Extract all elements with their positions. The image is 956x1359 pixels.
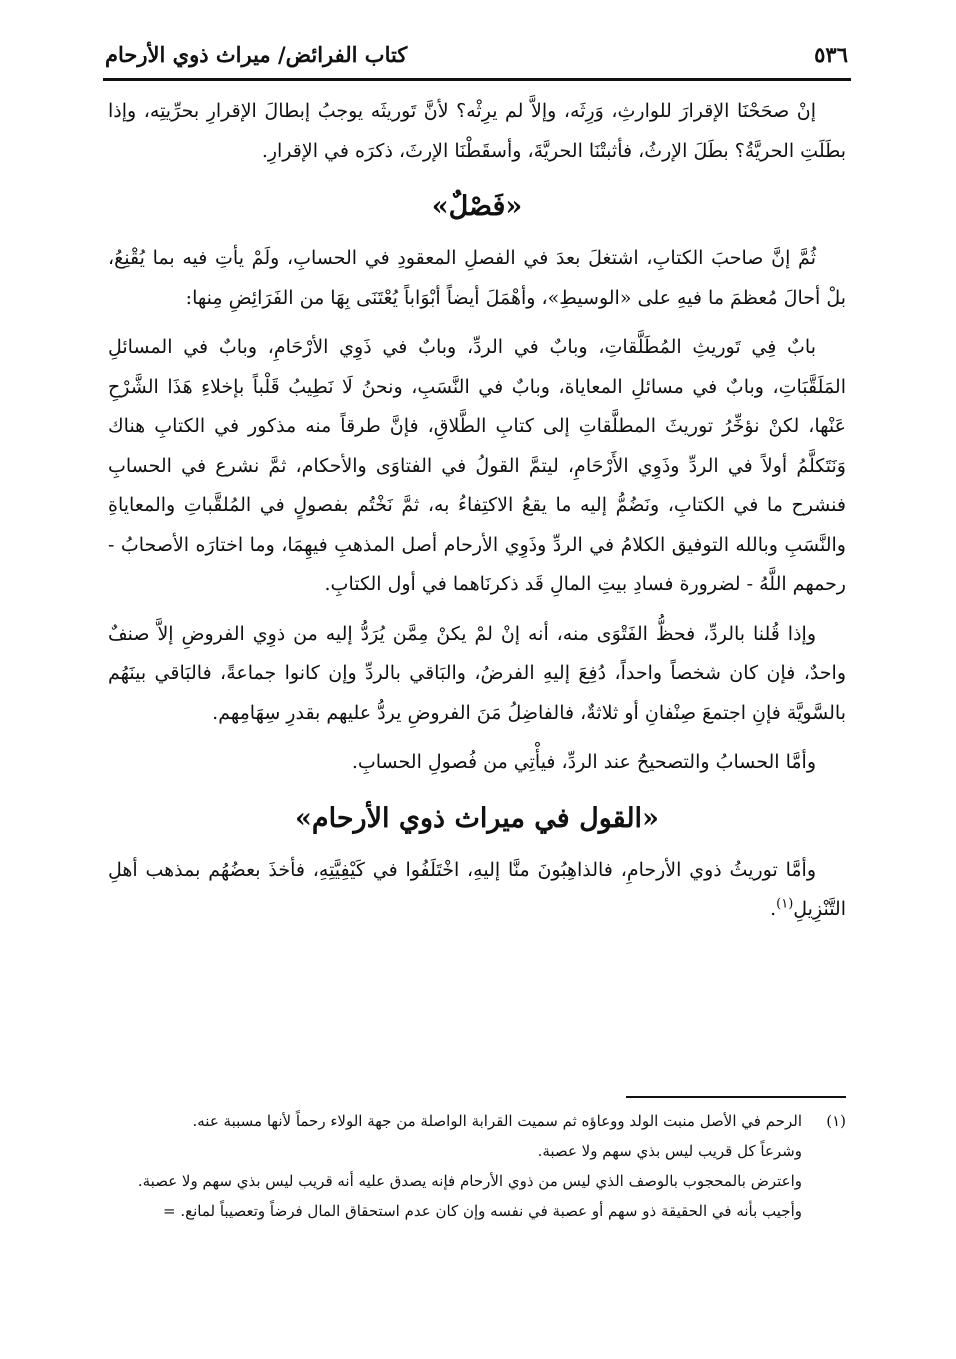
footnote-1 [110, 1106, 846, 1226]
footnote-line: واعترض بالمحجوب بالوصف الذي ليس من ذوي الأرحام فإنه يصدق عليه أنه قريب ليس بذي سهم ولا عصبة. [137, 1172, 802, 1190]
footnote-line: وأجيب بأنه في الحقيقة ذو سهم أو عصبة في نفسه وإن كان عدم استحقاق المال فرضاً وتعصيباً لمانع. = [163, 1202, 802, 1220]
page-number: ٥٣٦ [814, 41, 848, 67]
footnote-number: (١) [826, 1112, 846, 1130]
header-rule [103, 78, 851, 81]
paragraph-abwab: بابٌ فِي تَوريثِ المُطَلَّقاتِ، وبابٌ في الردِّ، وبابٌ في ذَوِي الأرْحَامِ، وبابٌ في المسائلِ المَلَقَّبَاتِ، وبابٌ في مسائلِ المعاياة، وبابٌ في النَّسَبِ، ونحنُ لَا نَطِيبُ قَلْباً بإخلاءِ هَذَا الشَّرْحِ عَنْها، لكنْ نؤخِّرُ توريثَ المطلَّقاتِ إلى كتابِ الطَّلاقِ، فإنَّ طرقاً منه مذكور في الكتابِ هناك وَنَتَكلَّمُ أولاً في الردِّ وذَوِي الأَرْحَامِ، ليتمَّ القولُ في الفتاوَى والأحكام، ثمَّ نشرع في الحسابِ فنشرح ما في الكتابِ، ونَضُمُّ إليه ما يقعُ الاكتِفاءُ به، ثمَّ نَخْتُم بفصولٍ في المُلقَّباتِ والمعاياةِ والنَّسَبِ وبالله التوفيق الكلامُ في الردِّ وذَوِي الأرحام أصل المذهبِ فيهِمَا، وما اختارَه الأصحابُ - رحمهم اللَّهُ - لضرورة فسادِ بيتِ المالِ قَد ذكرنَاهما في أول الكتابِ. [108, 336, 846, 595]
paragraph-hisab: وأمَّا الحسابُ والتصحيحُ عند الردِّ، فيأْتِي من فُصولِ الحسابِ. [351, 751, 816, 773]
body-text [108, 92, 846, 940]
footnote-rule [626, 1096, 846, 1098]
running-title: كتاب الفرائض/ ميراث ذوي الأرحام [105, 41, 408, 67]
running-header [105, 36, 848, 72]
paragraph-tawrith [108, 851, 846, 930]
paragraph-tawrith-text: وأمَّا توريثُ ذوي الأرحامِ، فالذاهِبُونَ منَّا إليهِ، اخْتَلَفُوا في كَيْفِيَّتِهِ، فأخذَ بعضُهُم بمذهب أهلِ التَّنْزِيلِ [108, 858, 846, 920]
heading-fasl: «فَصْلٌ» [431, 191, 523, 222]
paragraph-iqrar: إنْ صحَحْنَا الإقرارَ للوارثِ، وَرِثَه، وإلاَّ لم يرِثْه؟ لأنَّ تَوريثَه يوجبُ إبطالَ الإقرارِ بحرِّيتِه، وإذا بطَلَتِ الحريَّةُ؟ بطَلَ الإرثُ، فأثبتْنَا الحريَّةَ، وأسقَطْنَا الإرثَ، ذكرَه في الإقرارِ. [108, 100, 846, 162]
paragraph-radd: وإذا قُلنا بالردِّ، فحظُّ الفَتْوَى منه، أنه إنْ لمْ يكنْ مِمَّن يُرَدُّ إليه من ذوِي الفروضِ إلاَّ صنفٌ واحدٌ، فإن كان شخصاً واحداً، دُفِعَ إليهِ الفرضُ، والبَاقي بالردِّ وإن كانوا جماعةً، فالبَاقي بينَهُم بالسَّويَّة فإنِ اجتمعَ صِنْفانِ أو ثلاثةٌ، فالفاضِلُ مَنَ الفروضِ يردُّ عليهم بقدرِ سِهَامِهم. [108, 622, 846, 724]
paragraph-sahib-alkitab: ثُمَّ إنَّ صاحبَ الكتابِ، اشتغلَ بعدَ في الفصلِ المعقودِ في الحسابِ، ولَمْ يأتِ فيه بما يُقْنِعُ، بلْ أحالَ مُعظمَ ما فيهِ على «الوسيطِ»، وأهْمَلَ أيضاً أبْوَاباً يُعْتَنَى بِهَا من الفَرَائِضِ مِنها: [108, 247, 846, 309]
footnote-line: الرحم في الأصل منبت الولد ووعاؤه ثم سميت القرابة الواصلة من جهة الولاء رحماً لأنها مسببة عنه. [192, 1112, 802, 1130]
footnote-line: وشرعاً كل قريب ليس بذي سهم ولا عصبة. [537, 1142, 802, 1160]
footnotes [110, 1106, 846, 1226]
footnote-reference[interactable]: (١) [776, 896, 794, 912]
heading-dhawi-alarham: «القول في ميراث ذوي الأرحام» [295, 802, 659, 834]
paragraph-tawrith-end: . [770, 898, 777, 920]
footnote-text [110, 1106, 802, 1226]
